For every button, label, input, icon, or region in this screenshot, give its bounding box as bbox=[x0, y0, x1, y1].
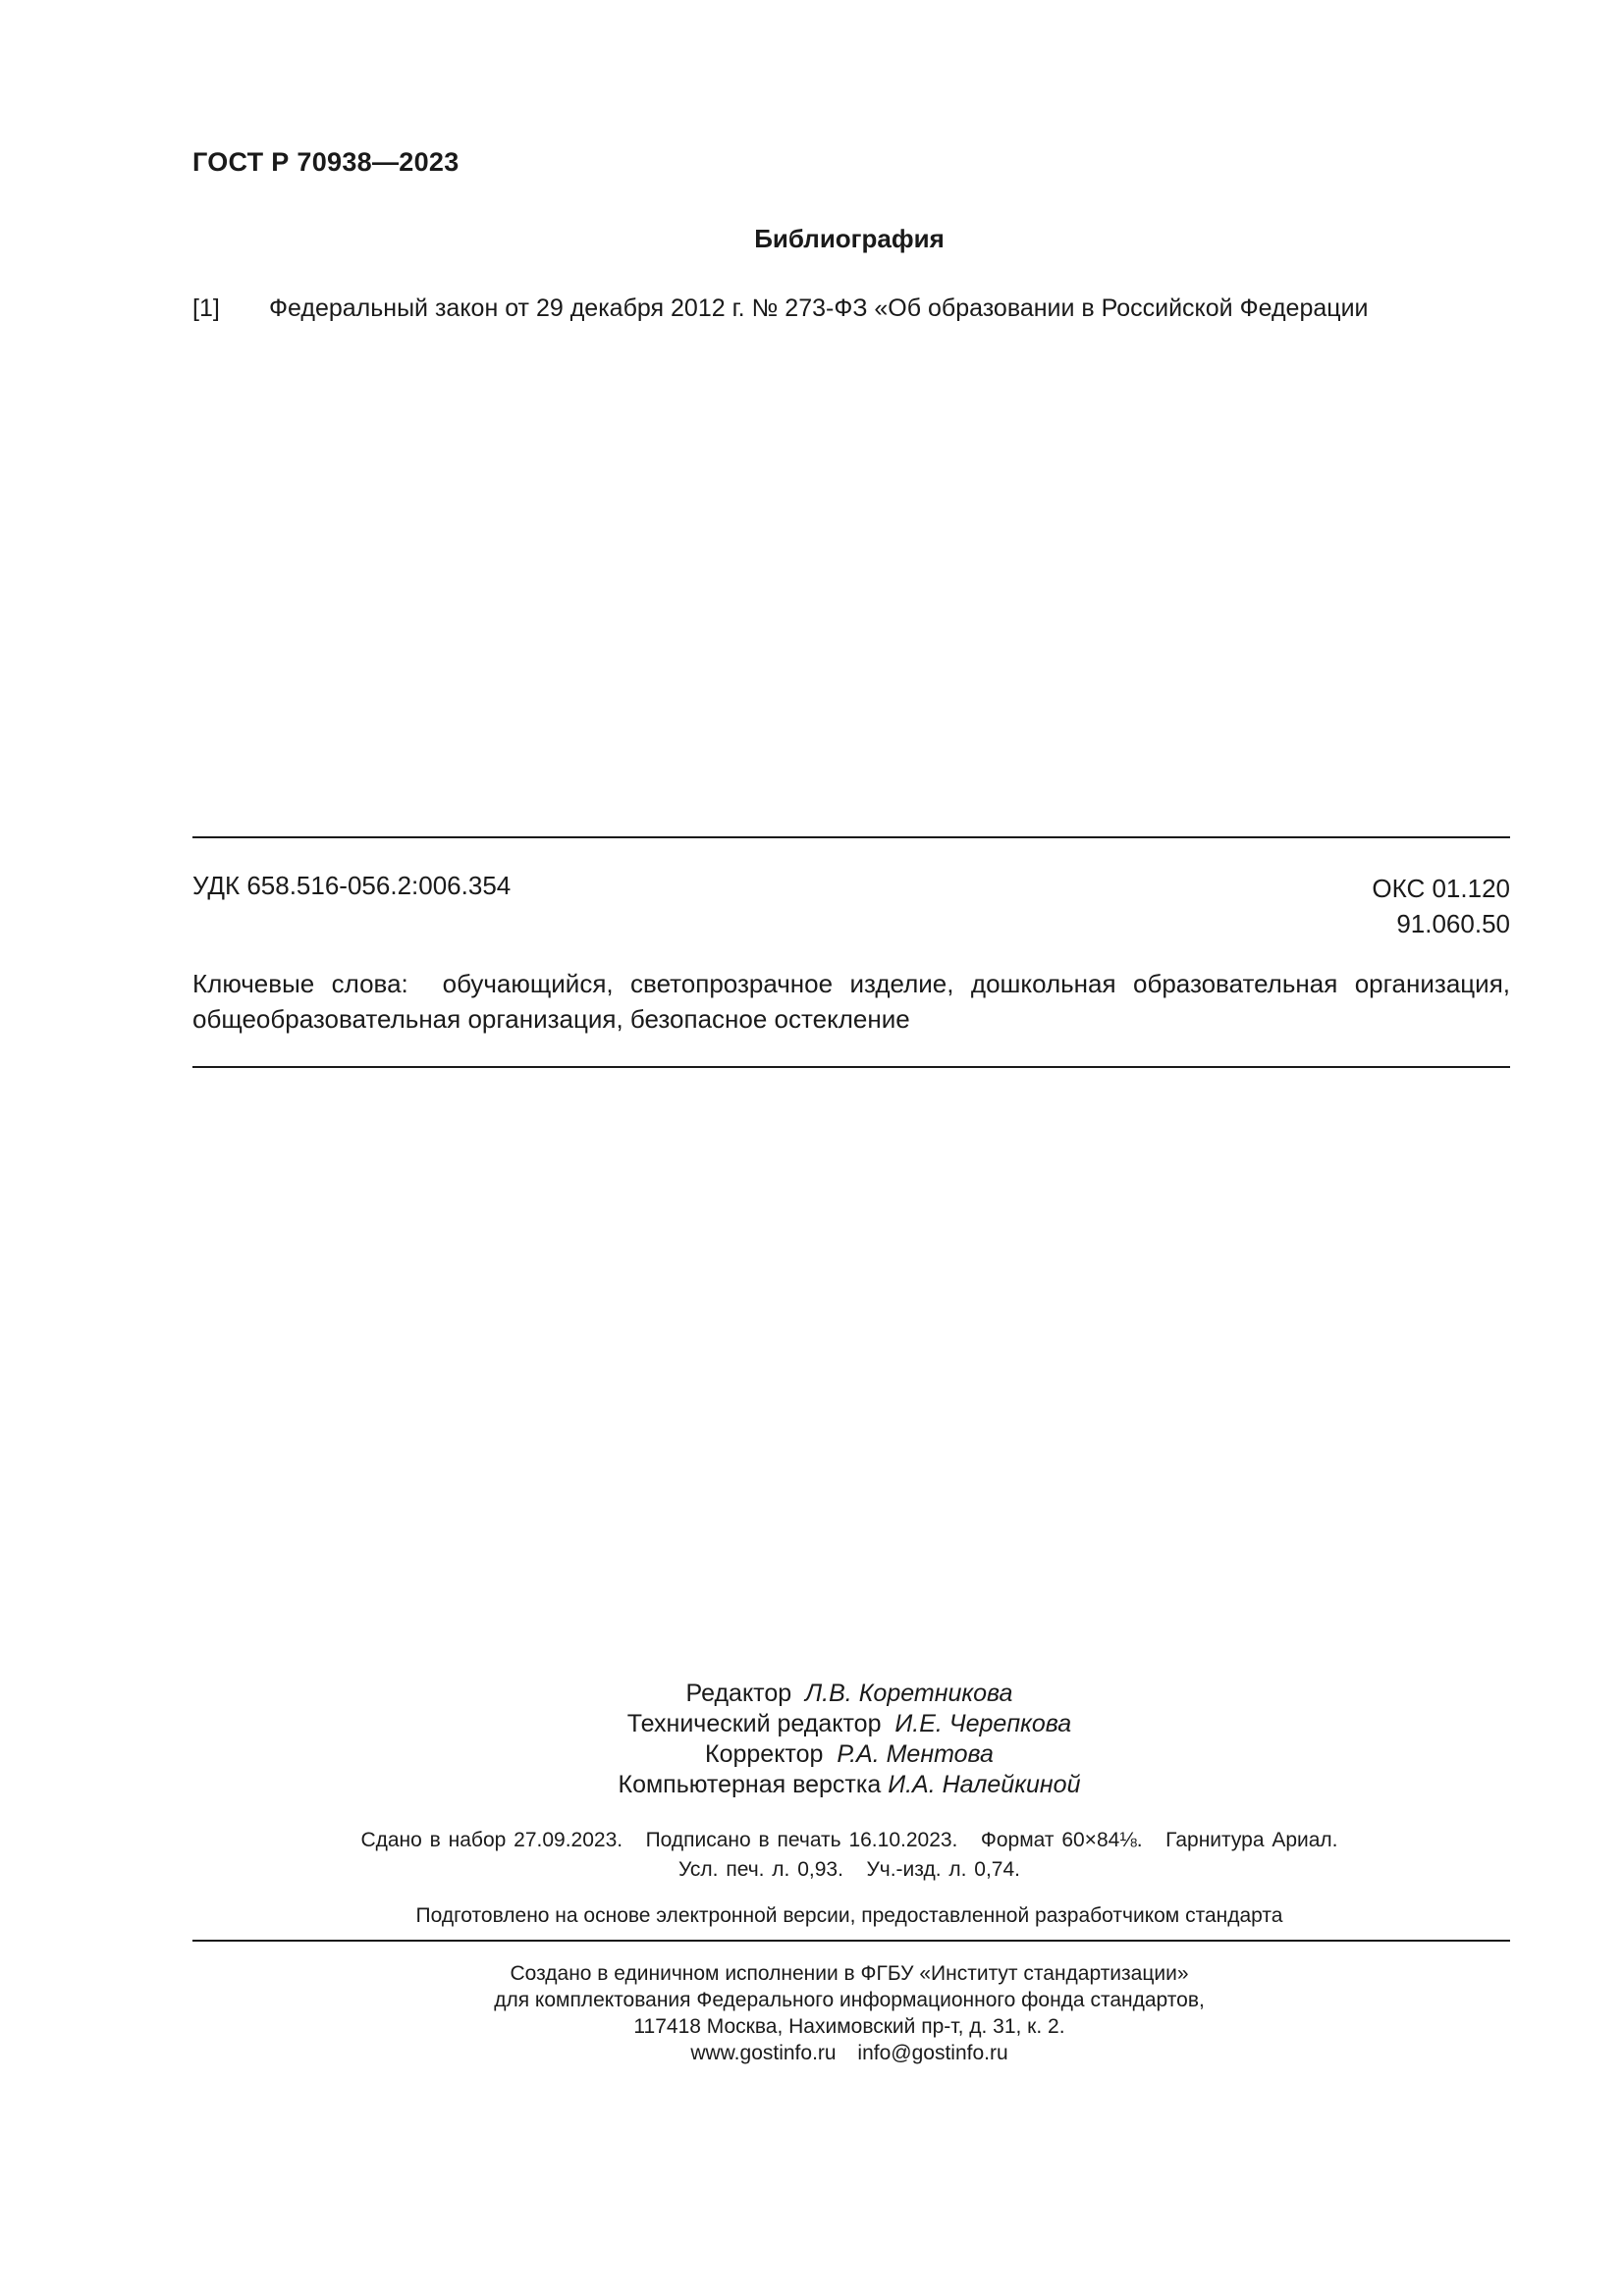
divider-middle bbox=[192, 1066, 1510, 1068]
staff-layout bbox=[0, 1770, 1624, 1800]
staff-editor bbox=[0, 1679, 1624, 1709]
staff-tech-editor bbox=[0, 1709, 1624, 1739]
keywords bbox=[192, 966, 1510, 1037]
print-info-line2: Усл. печ. л. 0,93. Уч.-изд. л. 0,74. bbox=[677, 1858, 1020, 1881]
udk-code: УДК 658.516-056.2:006.354 bbox=[192, 871, 512, 900]
staff-credits bbox=[0, 1679, 1624, 1800]
staff-name: Л.В. Коретникова bbox=[805, 1680, 1013, 1707]
email-link[interactable]: info@gostinfo.ru bbox=[857, 2042, 1008, 2064]
footer-line1: Создано в единичном исполнении в ФГБУ «Институт стандартизации» bbox=[510, 1962, 1189, 1985]
bibliography-entry-text: Федеральный закон от 29 декабря 2012 г. № 273-ФЗ «Об образовании в Российской Федерации bbox=[269, 294, 1369, 322]
staff-name: Р.А. Ментова bbox=[837, 1740, 994, 1768]
prepared-note: Подготовлено на основе электронной версии, предоставленной разработчиком стандарта bbox=[415, 1904, 1283, 1927]
website-link[interactable]: www.gostinfo.ru bbox=[690, 2042, 837, 2064]
oks-code-line1: ОКС 01.120 bbox=[1372, 874, 1510, 903]
staff-corrector bbox=[0, 1739, 1624, 1770]
divider-bottom bbox=[192, 1940, 1510, 1942]
oks-codes bbox=[1372, 871, 1510, 941]
footer-line2: для комплектования Федерального информационного фонда стандартов, bbox=[494, 1989, 1205, 2011]
keywords-text: обучающийся, светопрозрачное изделие, дошкольная образовательная организация, общеобразовательная организация, безопасное остекление bbox=[192, 969, 1510, 1034]
publisher-footer bbox=[0, 1960, 1624, 2066]
divider-top bbox=[192, 836, 1510, 838]
print-info-line1: Сдано в набор 27.09.2023. Подписано в печать 16.10.2023. Формат 60×84⅛. Гарнитура Ариал. bbox=[360, 1829, 1338, 1851]
staff-name: И.А. Налейкиной bbox=[888, 1771, 1081, 1798]
oks-code-line2: 91.060.50 bbox=[1396, 909, 1510, 938]
staff-role: Корректор bbox=[705, 1740, 824, 1768]
staff-role: Технический редактор bbox=[626, 1710, 882, 1737]
staff-role: Компьютерная верстка bbox=[618, 1771, 882, 1798]
staff-role: Редактор bbox=[685, 1680, 792, 1707]
print-info bbox=[0, 1826, 1624, 1885]
bibliography-entry bbox=[192, 294, 1369, 323]
staff-name: И.Е. Черепкова bbox=[894, 1710, 1072, 1737]
footer-line3: 117418 Москва, Нахимовский пр-т, д. 31, к. 2. bbox=[633, 2015, 1065, 2038]
bibliography-entry-number: [1] bbox=[192, 294, 220, 322]
document-code: ГОСТ Р 70938—2023 bbox=[192, 147, 460, 177]
keywords-label: Ключевые слова: bbox=[192, 969, 408, 998]
footer-links bbox=[0, 2040, 1624, 2066]
bibliography-title: Библиография bbox=[754, 224, 945, 253]
